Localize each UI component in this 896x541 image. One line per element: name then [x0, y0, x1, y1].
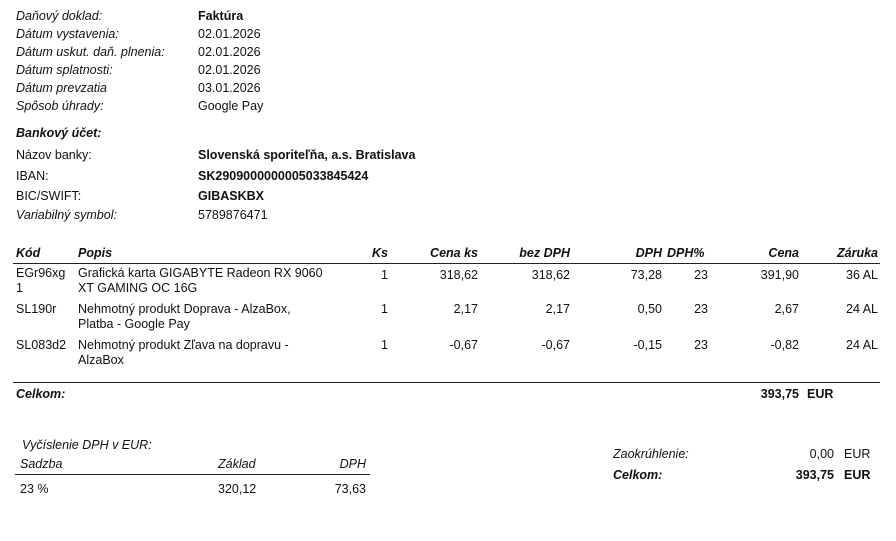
- tax-date-value: 02.01.2026: [198, 45, 261, 59]
- col-header-cena-ks: Cena ks: [430, 246, 478, 260]
- item-warranty: 24 AL: [846, 338, 878, 352]
- table-header-rule: [13, 263, 880, 264]
- col-header-popis: Popis: [78, 246, 113, 260]
- item-qty: 1: [381, 268, 388, 282]
- table-total-rule: [13, 382, 880, 383]
- vat-header-rule: [15, 474, 370, 475]
- item-qty: 1: [381, 338, 388, 352]
- payment-method-label: Spôsob úhrady:: [16, 99, 104, 113]
- item-net: 318,62: [531, 268, 570, 282]
- item-net: 2,17: [545, 302, 570, 316]
- item-price: 391,90: [760, 268, 799, 282]
- bank-title: Bankový účet:: [16, 126, 102, 140]
- item-vat: 73,28: [630, 268, 662, 282]
- rounding-label: Zaokrúhlenie:: [613, 447, 689, 461]
- vat-col-dph: DPH: [339, 457, 366, 471]
- issue-date-label: Dátum vystavenia:: [16, 27, 119, 41]
- item-warranty: 24 AL: [846, 302, 878, 316]
- item-net: -0,67: [541, 338, 570, 352]
- item-vat-rate: 23: [694, 302, 708, 316]
- item-vat-rate: 23: [694, 268, 708, 282]
- item-price: -0,82: [770, 338, 799, 352]
- vat-col-sadzba: Sadzba: [20, 457, 63, 471]
- bank-name-label: Názov banky:: [16, 148, 92, 162]
- issue-date-value: 02.01.2026: [198, 27, 261, 41]
- iban-label: IBAN:: [16, 169, 49, 183]
- vat-base: 320,12: [218, 482, 257, 496]
- variable-symbol-label: Variabilný symbol:: [16, 208, 117, 222]
- items-total-value: 393,75: [760, 387, 799, 401]
- item-vat-rate: 23: [694, 338, 708, 352]
- col-header-dph: DPH: [635, 246, 662, 260]
- col-header-cena: Cena: [768, 246, 799, 260]
- item-description: Grafická karta GIGABYTE Radeon RX 9060 XT GAMING OC 16G: [78, 266, 323, 295]
- rounding-currency: EUR: [844, 447, 871, 461]
- due-date-label: Dátum splatnosti:: [16, 63, 113, 77]
- summary-total-currency: EUR: [844, 468, 871, 482]
- received-date-label: Dátum prevzatia: [16, 81, 108, 95]
- payment-method-value: Google Pay: [198, 99, 264, 113]
- item-unit-price: 2,17: [453, 302, 478, 316]
- doc-type-label: Daňový doklad:: [16, 9, 103, 23]
- vat-rate: 23 %: [20, 482, 49, 496]
- doc-type-value: Faktúra: [198, 9, 244, 23]
- col-header-kod: Kód: [16, 246, 41, 260]
- swift-value: GIBASKBX: [198, 189, 264, 203]
- tax-date-label: Dátum uskut. daň. plnenia:: [16, 45, 165, 59]
- item-price: 2,67: [774, 302, 799, 316]
- item-vat: -0,15: [633, 338, 662, 352]
- item-vat: 0,50: [637, 302, 662, 316]
- due-date-value: 02.01.2026: [198, 63, 261, 77]
- col-header-ks: Ks: [372, 246, 388, 260]
- vat-summary-title: Vyčíslenie DPH v EUR:: [22, 438, 152, 452]
- item-unit-price: -0,67: [449, 338, 478, 352]
- vat-amount: 73,63: [334, 482, 366, 496]
- iban-value: SK2909000000005033845424: [198, 169, 369, 183]
- col-header-dph-pct: DPH%: [667, 246, 705, 260]
- item-warranty: 36 AL: [846, 268, 878, 282]
- summary-total-label: Celkom:: [613, 468, 663, 482]
- bank-name-value: Slovenská sporiteľňa, a.s. Bratislava: [198, 148, 416, 162]
- summary-total-value: 393,75: [795, 468, 834, 482]
- item-code: EGr96xg 1: [16, 266, 66, 295]
- variable-symbol-value: 5789876471: [198, 208, 268, 222]
- item-description: Nehmotný produkt Zľava na dopravu - AlzaBox: [78, 338, 289, 367]
- vat-col-zaklad: Základ: [218, 457, 256, 471]
- rounding-value: 0,00: [809, 447, 834, 461]
- item-code: SL083d2: [16, 338, 67, 352]
- swift-label: BIC/SWIFT:: [16, 189, 82, 203]
- col-header-zaruka: Záruka: [837, 246, 878, 260]
- col-header-bez-dph: bez DPH: [519, 246, 570, 260]
- items-total-label: Celkom:: [16, 387, 66, 401]
- item-unit-price: 318,62: [439, 268, 478, 282]
- items-total-currency: EUR: [807, 387, 834, 401]
- item-code: SL190r: [16, 302, 57, 316]
- item-qty: 1: [381, 302, 388, 316]
- received-date-value: 03.01.2026: [198, 81, 261, 95]
- item-description: Nehmotný produkt Doprava - AlzaBox, Platba - Google Pay: [78, 302, 291, 331]
